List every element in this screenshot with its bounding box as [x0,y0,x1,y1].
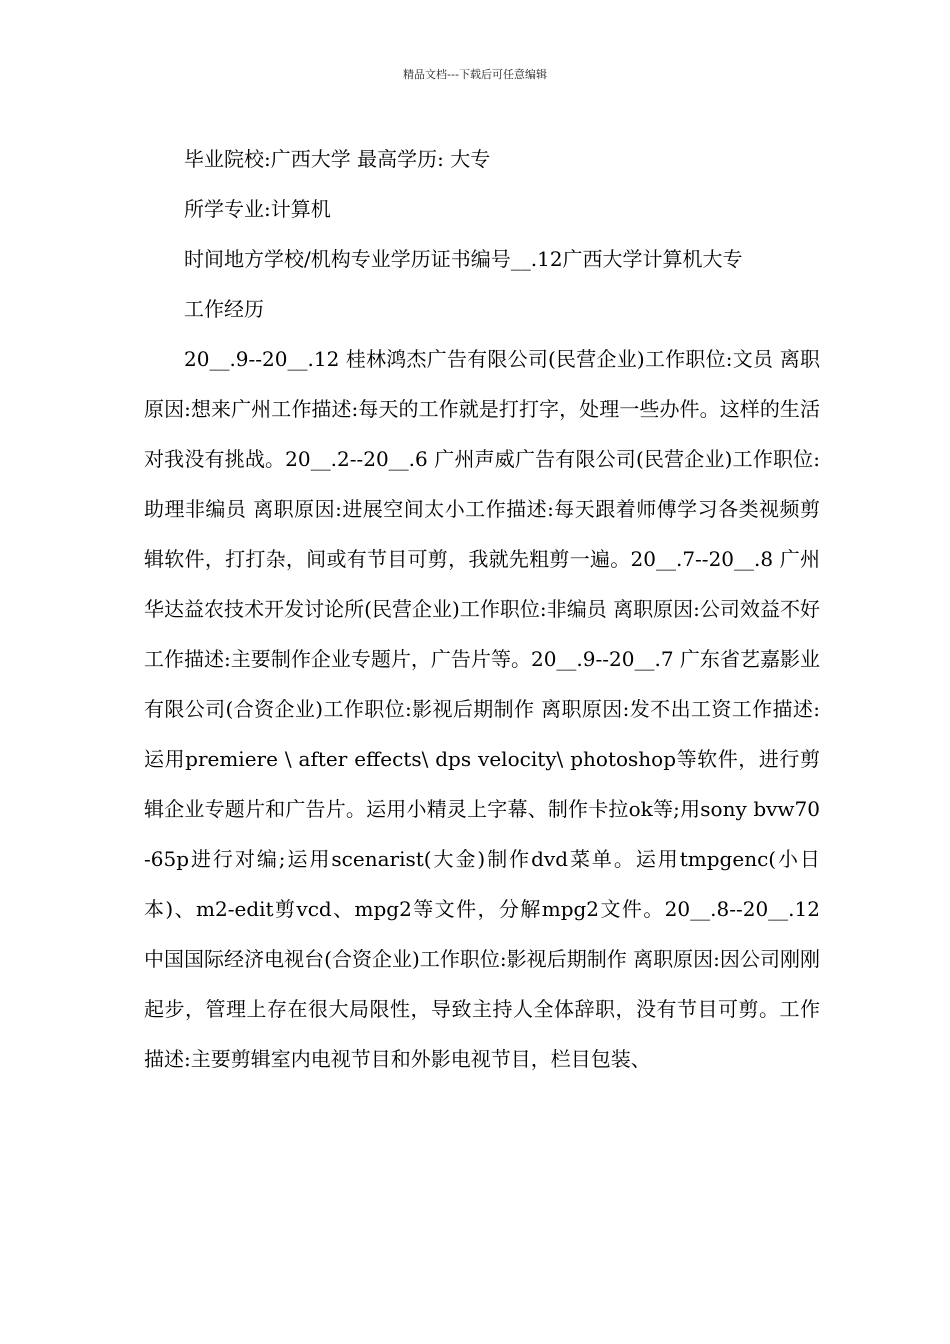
paragraph-school: 毕业院校:广西大学 最高学历: 大专 [184,147,491,171]
paragraph-education: 时间地方学校/机构专业学历证书编号__.12广西大学计算机大专 [184,247,743,271]
document-body [144,134,820,1084]
page-header: 精品文档---下载后可任意编辑 [403,68,547,81]
paragraph-major: 所学专业:计算机 [184,197,331,221]
paragraph-work-history: 20__.9--20__.12 桂林鸿杰广告有限公司(民营企业)工作职位:文员 离职原因:想来广州工作描述:每天的工作就是打打字，处理一些办件。这样的生活对我没有挑战。20__.2--20__.6 广州声威广告有限公司(民营企业)工作职位:助理非编员 离职原因:进展空间太小工作描述:每天跟着师傅学习各类视频剪辑软件，打打杂，间或有节目可剪，我就先粗剪一遍。20__.7--20__.8 广州华达益农技术开发讨论所(民营企业)工作职位:非编员 离职原因:公司效益不好工作描述:主要制作企业专题片，广告片等。20__.9--20__.7 广东省艺嘉影业有限公司(合资企业)工作职位:影视后期制作 离职原因:发不出工资工作描述:运用premiere \ after effects\ dps velocity\ photoshop等软件，进行剪辑企业专题片和广告片。运用小精灵上字幕、制作卡拉ok等;用sony bvw70-65p进行对编;运用scenarist(大金)制作dvd菜单。运用tmpgenc(小日本)、m2-edit剪vcd、mpg2等文件，分解mpg2文件。20__.8--20__.12 中国国际经济电视台(合资企业)工作职位:影视后期制作 离职原因:因公司刚刚起步，管理上存在很大局限性，导致主持人全体辞职，没有节目可剪。工作描述:主要剪辑室内电视节目和外影电视节目，栏目包装、 [144,347,820,1071]
section-heading-work-experience: 工作经历 [184,297,264,321]
